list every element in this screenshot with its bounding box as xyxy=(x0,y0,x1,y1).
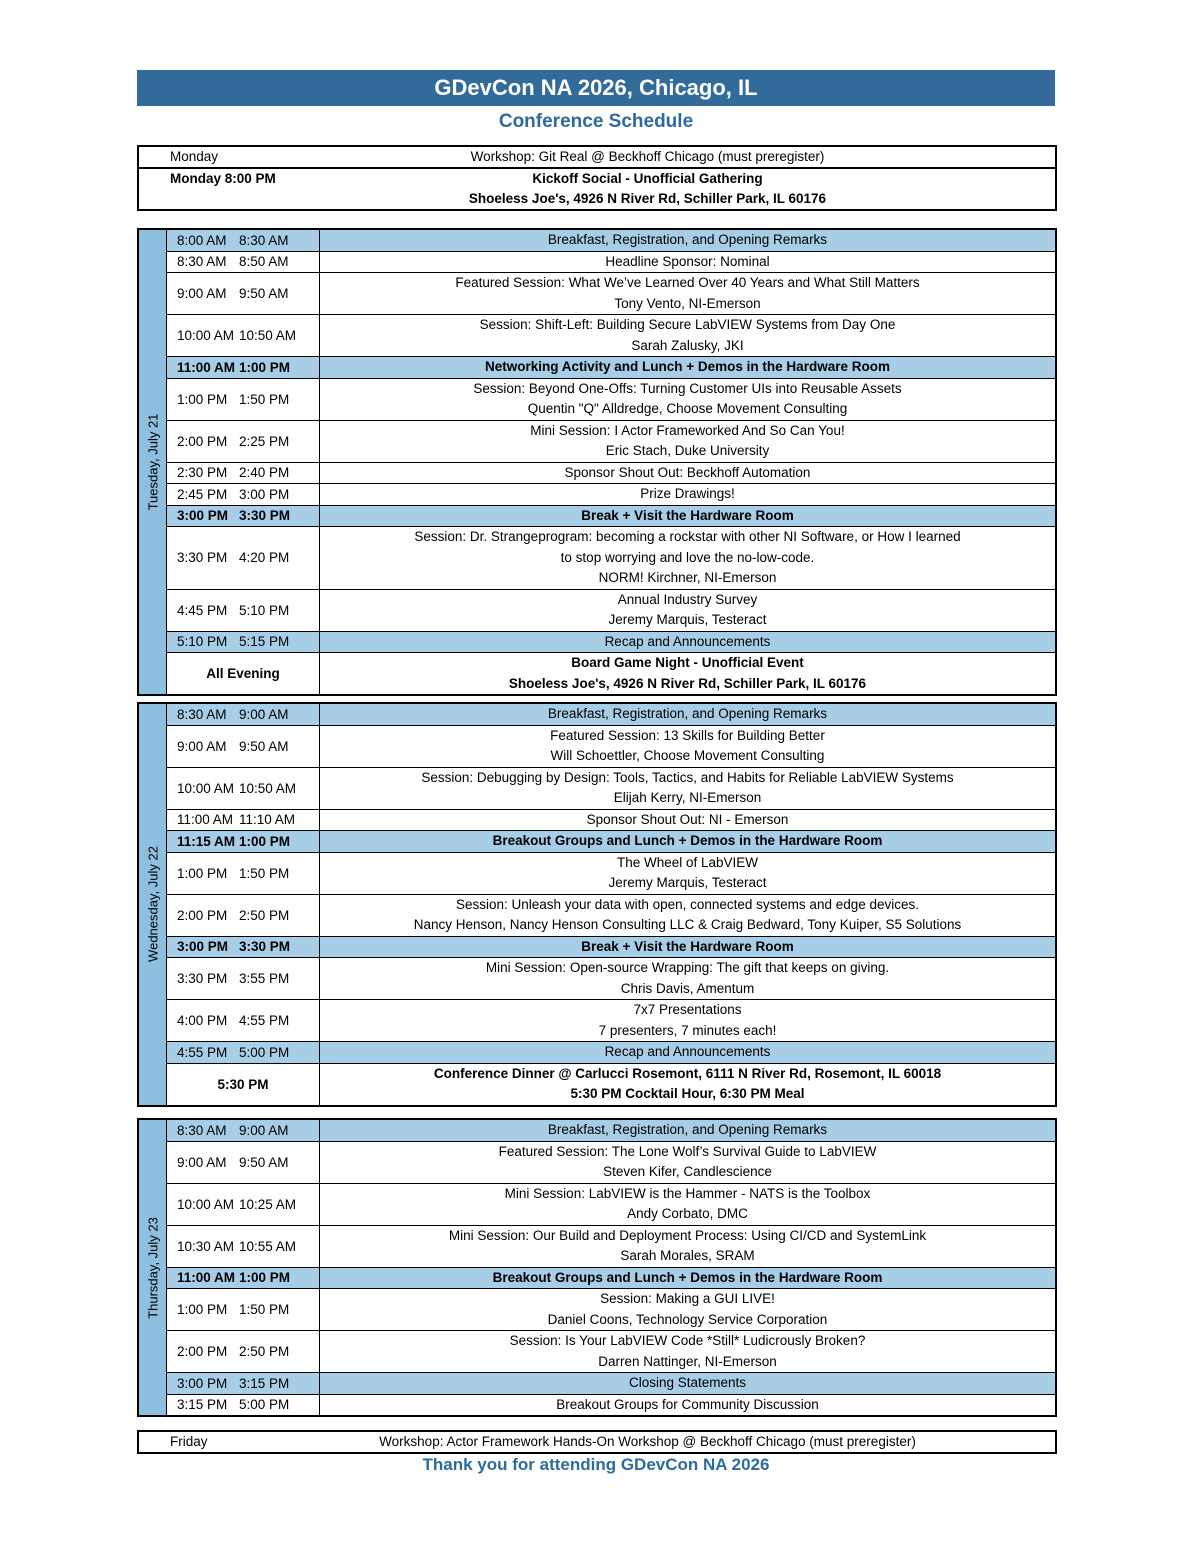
time-cell xyxy=(167,810,320,831)
day-label: Tuesday, July 21 xyxy=(145,413,160,511)
schedule-row xyxy=(167,1373,1055,1395)
schedule-row xyxy=(167,1064,1055,1105)
schedule-row xyxy=(167,632,1055,654)
time-cell xyxy=(167,831,320,852)
event-line: Recap and Announcements xyxy=(604,633,771,649)
thursday-schedule-box xyxy=(137,1118,1057,1417)
schedule-row xyxy=(167,895,1055,937)
day-block xyxy=(139,704,1055,1105)
event-line: Mini Session: Our Build and Deployment Process: Using CI/CD and SystemLink xyxy=(448,1227,927,1243)
event-line: Breakout Groups for Community Discussion xyxy=(556,1396,819,1412)
friday-schedule-box xyxy=(137,1430,1057,1454)
event-line: Board Game Night - Unofficial Event xyxy=(571,655,804,670)
end-time: 9:50 AM xyxy=(239,1154,289,1170)
time-span: All Evening xyxy=(206,666,280,681)
time-cell xyxy=(167,1268,320,1289)
start-time: 3:00 PM xyxy=(177,1375,228,1391)
event-line: Session: Shift-Left: Building Secure LabVIEW Systems from Day One xyxy=(479,317,896,332)
event-cell xyxy=(320,831,1055,852)
start-time: 1:00 PM xyxy=(177,1302,228,1317)
end-time: 1:50 PM xyxy=(239,865,290,881)
end-time: 8:30 AM xyxy=(239,232,289,248)
schedule-row xyxy=(167,379,1055,421)
start-time: 3:30 PM xyxy=(177,971,228,986)
time-cell xyxy=(167,937,320,958)
schedule-row xyxy=(167,768,1055,810)
time-cell xyxy=(167,252,320,273)
event-cell xyxy=(320,1289,1055,1330)
time-cell xyxy=(167,1373,320,1394)
event-line: The Wheel of LabVIEW xyxy=(616,854,759,870)
event-cell xyxy=(320,252,1055,273)
end-time: 1:00 PM xyxy=(239,359,291,375)
schedule-row xyxy=(167,1042,1055,1064)
start-time: 2:30 PM xyxy=(177,465,228,481)
schedule-row xyxy=(167,506,1055,528)
end-time: 9:00 AM xyxy=(239,706,289,722)
end-time: 3:55 PM xyxy=(239,971,290,986)
event-cell xyxy=(320,958,1055,999)
event-cell xyxy=(320,315,1055,356)
monday-event-line: Workshop: Git Real @ Beckhoff Chicago (must preregister) xyxy=(470,149,825,164)
schedule-row xyxy=(167,484,1055,506)
time-cell xyxy=(167,768,320,809)
time-cell xyxy=(167,1120,320,1141)
day-block xyxy=(139,230,1055,694)
event-line: 7 presenters, 7 minutes each! xyxy=(598,1022,777,1038)
schedule-row xyxy=(167,1142,1055,1184)
schedule-row xyxy=(167,653,1055,694)
time-span: 5:30 PM xyxy=(217,1076,269,1092)
start-time: 11:00 AM xyxy=(177,812,234,828)
schedule-row xyxy=(167,810,1055,832)
schedule-row xyxy=(167,1226,1055,1268)
time-cell xyxy=(167,1395,320,1416)
day-label: Thursday, July 23 xyxy=(145,1216,160,1319)
monday-event-line: Kickoff Social - Unofficial Gathering xyxy=(532,171,763,186)
event-line: Jeremy Marquis, Testeract xyxy=(608,875,767,890)
event-line: Prize Drawings! xyxy=(640,486,735,501)
time-cell xyxy=(167,506,320,527)
event-line: Recap and Announcements xyxy=(604,1044,771,1059)
event-line: Session: Unleash your data with open, connected systems and edge devices. xyxy=(455,896,920,912)
event-cell xyxy=(320,527,1055,589)
time-cell xyxy=(167,1226,320,1267)
event-cell xyxy=(320,1395,1055,1416)
time-cell xyxy=(167,632,320,653)
event-line: 7x7 Presentations xyxy=(633,1002,742,1017)
time-cell xyxy=(167,463,320,484)
event-line: NORM! Kirchner, NI-Emerson xyxy=(598,570,777,585)
monday-day-label: Monday 8:00 PM xyxy=(170,171,276,186)
event-line: Mini Session: I Actor Frameworked And So Can You! xyxy=(530,422,845,438)
event-line: Networking Activity and Lunch + Demos in the Hardware Room xyxy=(485,359,890,374)
start-time: 3:00 PM xyxy=(177,939,229,955)
end-time: 3:30 PM xyxy=(239,508,291,524)
day-rows xyxy=(167,1120,1055,1415)
start-time: 10:30 AM xyxy=(177,1238,235,1254)
end-time: 8:50 AM xyxy=(239,254,289,270)
end-time: 1:50 PM xyxy=(239,1302,290,1317)
end-time: 3:30 PM xyxy=(239,939,291,955)
end-time: 1:00 PM xyxy=(239,1270,291,1286)
end-time: 10:25 AM xyxy=(239,1196,297,1212)
schedule-row xyxy=(167,463,1055,485)
end-time: 2:25 PM xyxy=(239,433,290,449)
time-cell xyxy=(167,273,320,314)
event-line: Tony Vento, NI-Emerson xyxy=(614,295,761,311)
event-cell xyxy=(320,632,1055,653)
end-time: 3:00 PM xyxy=(239,486,290,502)
event-cell xyxy=(320,590,1055,631)
monday-day-label: Monday xyxy=(170,149,219,164)
schedule-row xyxy=(167,590,1055,632)
start-time: 10:00 AM xyxy=(177,1196,235,1212)
event-cell xyxy=(320,1226,1055,1267)
end-time: 4:20 PM xyxy=(239,550,290,566)
time-cell xyxy=(167,958,320,999)
end-time: 4:55 PM xyxy=(239,1013,290,1028)
end-time: 11:10 AM xyxy=(239,812,296,828)
day-side-bar xyxy=(139,1120,167,1415)
time-cell xyxy=(167,1142,320,1183)
event-line: Featured Session: What We’ve Learned Over 40 Years and What Still Matters xyxy=(455,275,920,290)
start-time: 9:00 AM xyxy=(177,286,227,301)
schedule-row xyxy=(167,1331,1055,1373)
end-time: 10:55 AM xyxy=(239,1238,297,1254)
event-line: Sarah Zalusky, JKI xyxy=(631,337,744,353)
day-side-bar xyxy=(139,704,167,1105)
schedule-row xyxy=(167,1120,1055,1142)
day-side-bar xyxy=(139,230,167,694)
event-cell xyxy=(320,853,1055,894)
schedule-row xyxy=(167,831,1055,853)
start-time: 4:00 PM xyxy=(177,1013,228,1028)
event-cell xyxy=(320,484,1055,505)
event-line: Breakout Groups and Lunch + Demos in the Hardware Room xyxy=(492,1269,883,1285)
start-time: 3:15 PM xyxy=(177,1397,228,1413)
event-line: Session: Is Your LabVIEW Code *Still* Ludicrously Broken? xyxy=(509,1333,866,1348)
friday-event xyxy=(320,1432,1055,1452)
event-line: Headline Sponsor: Nominal xyxy=(605,253,770,269)
schedule-row xyxy=(167,1395,1055,1416)
event-line: Breakfast, Registration, and Opening Remarks xyxy=(547,1122,828,1137)
schedule-row xyxy=(167,315,1055,357)
event-line: Breakout Groups and Lunch + Demos in the Hardware Room xyxy=(492,833,883,848)
start-time: 2:00 PM xyxy=(177,907,228,923)
start-time: 3:00 PM xyxy=(177,508,229,524)
event-line: Steven Kifer, Candlescience xyxy=(603,1164,772,1179)
event-line: Will Schoettler, Choose Movement Consulting xyxy=(550,748,825,763)
event-line: Daniel Coons, Technology Service Corporation xyxy=(547,1311,828,1327)
event-line: Nancy Henson, Nancy Henson Consulting LLC & Craig Bedward, Tony Kuiper, S5 Solutions xyxy=(413,917,962,932)
friday-row xyxy=(139,1432,1055,1452)
end-time: 5:00 PM xyxy=(239,1044,290,1060)
start-time: 1:00 PM xyxy=(177,391,228,407)
event-cell xyxy=(320,1373,1055,1394)
event-cell xyxy=(320,273,1055,314)
start-time: 11:15 AM xyxy=(177,833,236,849)
event-line: Session: Debugging by Design: Tools, Tactics, and Habits for Reliable LabVIEW Systems xyxy=(421,769,954,785)
event-line: Break + Visit the Hardware Room xyxy=(581,938,794,954)
start-time: 9:00 AM xyxy=(177,1154,227,1170)
schedule-row xyxy=(167,230,1055,252)
day-rows xyxy=(167,230,1055,694)
start-time: 2:45 PM xyxy=(177,486,228,502)
monday-event-line: Shoeless Joe's, 4926 N River Rd, Schiller Park, IL 60176 xyxy=(468,191,827,206)
event-cell xyxy=(320,653,1055,694)
schedule-row xyxy=(167,853,1055,895)
end-time: 1:00 PM xyxy=(239,833,291,849)
event-line: Sarah Morales, SRAM xyxy=(620,1248,755,1263)
schedule-row xyxy=(167,1184,1055,1226)
event-cell xyxy=(320,421,1055,462)
event-cell xyxy=(320,1064,1055,1105)
end-time: 10:50 AM xyxy=(239,328,297,343)
event-line: Chris Davis, Amentum xyxy=(620,980,755,996)
end-time: 5:15 PM xyxy=(239,634,290,650)
time-cell xyxy=(167,421,320,462)
start-time: 2:00 PM xyxy=(177,1344,228,1359)
day-rows xyxy=(167,704,1055,1105)
time-cell xyxy=(167,853,320,894)
event-line: Shoeless Joe's, 4926 N River Rd, Schiller Park, IL 60176 xyxy=(508,675,867,691)
schedule-row xyxy=(167,958,1055,1000)
event-line: Conference Dinner @ Carlucci Rosemont, 6111 N River Rd, Rosemont, IL 60018 xyxy=(433,1065,942,1081)
schedule-row xyxy=(167,1000,1055,1042)
end-time: 1:50 PM xyxy=(239,391,290,407)
event-line: to stop worrying and love the no-low-code. xyxy=(560,549,815,565)
schedule-row xyxy=(167,273,1055,315)
schedule-row xyxy=(167,421,1055,463)
event-line: Quentin "Q" Alldredge, Choose Movement Consulting xyxy=(527,401,848,416)
event-cell xyxy=(320,768,1055,809)
event-cell xyxy=(320,1142,1055,1183)
start-time: 10:00 AM xyxy=(177,780,235,796)
event-cell xyxy=(320,895,1055,936)
end-time: 9:00 AM xyxy=(239,1122,289,1138)
start-time: 3:30 PM xyxy=(177,550,228,566)
start-time: 5:10 PM xyxy=(177,634,228,650)
monday-schedule-box xyxy=(137,145,1057,211)
event-cell xyxy=(320,506,1055,527)
event-line: Session: Beyond One-Offs: Turning Customer UIs into Reusable Assets xyxy=(473,380,902,396)
start-time: 11:00 AM xyxy=(177,359,236,375)
friday-event-line: Workshop: Actor Framework Hands-On Workshop @ Beckhoff Chicago (must preregister) xyxy=(379,1434,916,1449)
start-time: 10:00 AM xyxy=(177,328,235,343)
schedule-row xyxy=(167,527,1055,590)
time-cell xyxy=(167,1042,320,1063)
event-line: Breakfast, Registration, and Opening Remarks xyxy=(547,232,828,247)
friday-day-label: Friday xyxy=(170,1434,208,1449)
tuesday-schedule-box xyxy=(137,228,1057,696)
time-cell xyxy=(167,1289,320,1330)
event-line: Closing Statements xyxy=(628,1375,747,1390)
start-time: 8:00 AM xyxy=(177,232,227,248)
schedule-row xyxy=(167,1268,1055,1290)
event-cell xyxy=(320,1268,1055,1289)
event-line: Eric Stach, Duke University xyxy=(605,443,770,458)
time-cell xyxy=(167,379,320,420)
schedule-row xyxy=(167,252,1055,274)
wednesday-schedule-box xyxy=(137,702,1057,1107)
time-cell xyxy=(167,357,320,378)
event-line: Session: Dr. Strangeprogram: becoming a rockstar with other NI Software, or How I learned xyxy=(414,529,961,544)
event-line: Sponsor Shout Out: NI - Emerson xyxy=(586,811,789,827)
schedule-row xyxy=(167,937,1055,959)
time-cell xyxy=(167,704,320,725)
end-time: 5:00 PM xyxy=(239,1397,290,1413)
event-cell xyxy=(320,1184,1055,1225)
day-label: Wednesday, July 22 xyxy=(145,846,160,963)
event-line: Jeremy Marquis, Testeract xyxy=(608,612,767,627)
event-cell xyxy=(320,1331,1055,1372)
time-cell xyxy=(167,527,320,589)
event-cell xyxy=(320,810,1055,831)
event-line: Darren Nattinger, NI-Emerson xyxy=(598,1353,777,1369)
start-time: 8:30 AM xyxy=(177,1122,227,1138)
start-time: 4:45 PM xyxy=(177,602,228,618)
schedule-row xyxy=(167,704,1055,726)
end-time: 3:15 PM xyxy=(239,1375,290,1391)
time-cell xyxy=(167,315,320,356)
time-cell xyxy=(167,230,320,251)
day-block xyxy=(139,1120,1055,1415)
monday-event xyxy=(320,169,1055,209)
end-time: 9:50 AM xyxy=(239,286,289,301)
start-time: 9:00 AM xyxy=(177,738,227,754)
event-line: Session: Making a GUI LIVE! xyxy=(600,1291,775,1306)
start-time: 1:00 PM xyxy=(177,865,228,881)
event-cell xyxy=(320,937,1055,958)
time-cell xyxy=(167,895,320,936)
event-line: Breakfast, Registration, and Opening Remarks xyxy=(547,706,828,721)
end-time: 10:50 AM xyxy=(239,780,297,796)
monday-row xyxy=(139,147,1055,169)
event-cell xyxy=(320,1042,1055,1063)
event-line: Break + Visit the Hardware Room xyxy=(581,507,794,523)
event-cell xyxy=(320,704,1055,725)
monday-event xyxy=(320,147,1055,167)
schedule-row xyxy=(167,726,1055,768)
event-line: Sponsor Shout Out: Beckhoff Automation xyxy=(564,464,811,480)
time-cell xyxy=(167,726,320,767)
schedule-row xyxy=(167,1289,1055,1331)
event-cell xyxy=(320,463,1055,484)
event-line: Annual Industry Survey xyxy=(617,591,758,607)
event-line: Mini Session: LabVIEW is the Hammer - NATS is the Toolbox xyxy=(504,1185,871,1201)
time-cell xyxy=(167,1331,320,1372)
time-cell xyxy=(167,484,320,505)
start-time: 2:00 PM xyxy=(177,433,228,449)
event-cell xyxy=(320,230,1055,251)
time-cell xyxy=(167,1184,320,1225)
event-cell xyxy=(320,1000,1055,1041)
end-time: 9:50 AM xyxy=(239,738,289,754)
end-time: 2:50 PM xyxy=(239,1344,290,1359)
event-line: Andy Corbato, DMC xyxy=(627,1206,748,1221)
end-time: 2:40 PM xyxy=(239,465,290,481)
event-cell xyxy=(320,357,1055,378)
thank-you-footer: Thank you for attending GDevCon NA 2026 xyxy=(422,1455,770,1474)
event-line: Mini Session: Open-source Wrapping: The gift that keeps on giving. xyxy=(485,960,890,975)
monday-row xyxy=(139,169,1055,209)
schedule-subtitle: Conference Schedule xyxy=(498,111,694,132)
start-time: 4:55 PM xyxy=(177,1044,228,1060)
conference-title-banner: GDevCon NA 2026, Chicago, IL xyxy=(137,70,1055,106)
event-cell xyxy=(320,1120,1055,1141)
event-line: Elijah Kerry, NI-Emerson xyxy=(613,790,762,805)
time-cell xyxy=(167,590,320,631)
start-time: 11:00 AM xyxy=(177,1270,236,1286)
time-cell xyxy=(167,653,320,694)
end-time: 5:10 PM xyxy=(239,602,290,618)
time-cell xyxy=(167,1000,320,1041)
event-cell xyxy=(320,726,1055,767)
event-line: Featured Session: 13 Skills for Building Better xyxy=(550,727,825,743)
event-line: Featured Session: The Lone Wolf’s Survival Guide to LabVIEW xyxy=(498,1143,877,1159)
start-time: 8:30 AM xyxy=(177,254,227,270)
time-cell xyxy=(167,1064,320,1105)
start-time: 8:30 AM xyxy=(177,706,227,722)
schedule-row xyxy=(167,357,1055,379)
end-time: 2:50 PM xyxy=(239,907,290,923)
event-line: 5:30 PM Cocktail Hour, 6:30 PM Meal xyxy=(570,1086,805,1101)
event-cell xyxy=(320,379,1055,420)
